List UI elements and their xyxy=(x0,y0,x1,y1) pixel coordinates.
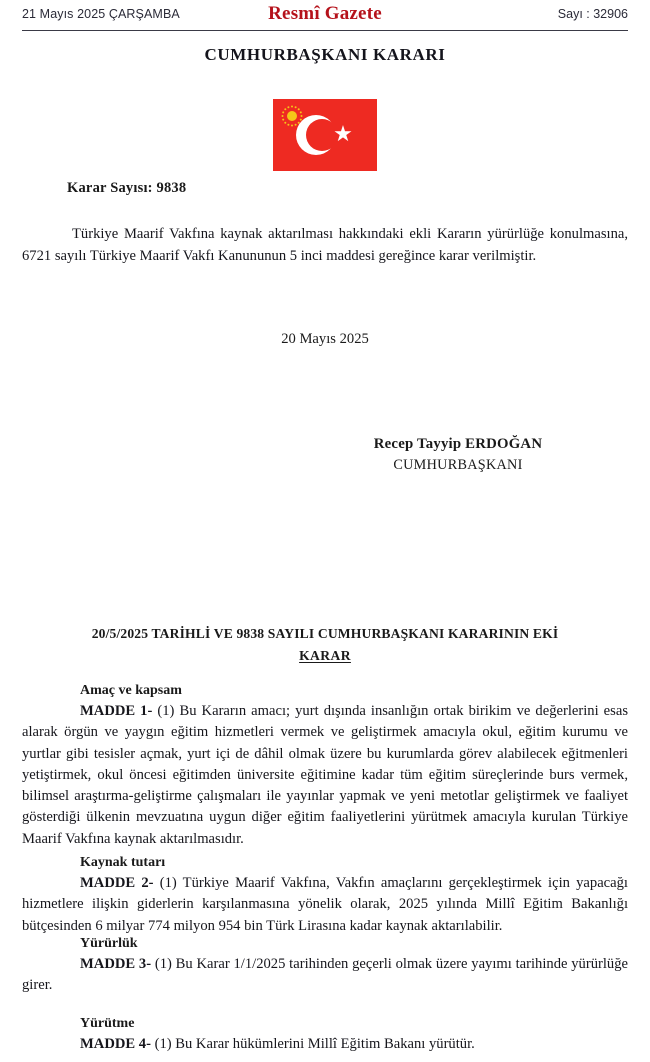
gazette-issue-number: Sayı : 32906 xyxy=(557,7,628,21)
signature-block xyxy=(328,434,588,476)
seal-ray xyxy=(295,124,297,126)
annex-subheading-text: KARAR xyxy=(299,648,351,663)
annex-subheading xyxy=(0,648,650,664)
article-2-title: Kaynak tutarı xyxy=(80,855,166,870)
article-3-text: (1) Bu Karar 1/1/2025 tarihinden geçerli olmak üzere yayımı tarihinde yürürlüğe girer. xyxy=(22,956,628,994)
seal-ray xyxy=(300,111,302,113)
article-3 xyxy=(22,934,628,997)
signatory-name: Recep Tayyip ERDOĞAN xyxy=(373,436,543,452)
star-icon: ★ xyxy=(333,122,353,147)
article-3-label: MADDE 3- xyxy=(80,956,152,972)
article-3-body xyxy=(22,954,628,997)
seal-ray xyxy=(282,119,284,121)
seal-core xyxy=(287,111,297,121)
article-4-body xyxy=(22,1034,628,1055)
article-1-text: (1) Bu Kararın amacı; yurt dışında insanlığın ortak birikim ve değerlerini esas alarak örgün ve yaygın eğitim hizmetleri vermek ve geliştirmek amacıyla okul, eğitim kurumu ve yurtlar gibi tesisler açmak, yurt içi de dâhil olmak üzere bu kurumlarda görev alabilecek eğitmenleri yetiştirmek, okul öncesi eğitimden üniversite eğitimine kadar tüm eğitim süreçlerinde burs vermek, bilimsel araştırma-geliştirme çalışmaları ile yayınlar yapmak ve yeni metotlar geliştirmek ve faaliyet gösterdiği ülkenin mevzuatına uygun diğer eğitim faaliyetlerini yürütmek amacıyla kurulan Türkiye Maarif Vakfına kaynak aktarılmasıdır. xyxy=(22,703,628,847)
article-2-body xyxy=(22,873,628,937)
article-4-text: (1) Bu Karar hükümlerini Millî Eğitim Bakanı yürütür. xyxy=(150,1036,475,1052)
masthead-divider xyxy=(22,30,628,31)
article-2-text: (1) Türkiye Maarif Vakfına, Vakfın amaçlarını gerçekleştirmek için yapacağı hizmetlere ilişkin giderlerin karşılanmasına yönelik olarak, 2025 yılında Millî Eğitim Bakanlığı bütçesinden 6 milyar 774 milyon 954 bin Türk Lirasına kadar kaynak aktarılabilir. xyxy=(22,875,628,934)
signatory-role: CUMHURBAŞKANI xyxy=(393,457,523,473)
article-1-body xyxy=(22,701,628,850)
article-1 xyxy=(22,681,628,850)
annex-heading: 20/5/2025 TARİHLİ VE 9838 SAYILI CUMHURBAŞKANI KARARININ EKİ xyxy=(91,626,559,641)
gazette-date: 21 Mayıs 2025 ÇARŞAMBA xyxy=(22,7,180,21)
article-4-title: Yürütme xyxy=(80,1016,135,1031)
decree-date: 20 Mayıs 2025 xyxy=(281,331,369,347)
seal-ray xyxy=(291,106,293,108)
seal-ray xyxy=(291,125,293,127)
article-3-title: Yürürlük xyxy=(80,936,138,951)
article-4-label: MADDE 4- xyxy=(80,1036,151,1052)
seal-ray xyxy=(301,115,303,117)
seal-ray xyxy=(282,111,284,113)
page-title: CUMHURBAŞKANI KARARI xyxy=(204,45,446,64)
article-1-title: Amaç ve kapsam xyxy=(80,683,182,698)
article-2 xyxy=(22,853,628,937)
seal-ray xyxy=(298,108,300,110)
seal-ray xyxy=(287,106,289,108)
article-4 xyxy=(22,1014,628,1055)
seal-ray xyxy=(295,106,297,108)
article-2-label: MADDE 2- xyxy=(80,875,154,891)
seal-ray xyxy=(284,108,286,110)
decision-number: Karar Sayısı: 9838 xyxy=(67,180,187,196)
seal-ray xyxy=(284,122,286,124)
seal-ray xyxy=(287,124,289,126)
seal-ray xyxy=(282,115,284,117)
turkish-flag-icon xyxy=(273,99,377,171)
decree-intro-paragraph: Türkiye Maarif Vakfına kaynak aktarılması hakkındaki ekli Kararın yürürlüğe konulmasına, 6721 sayılı Türkiye Maarif Vakfı Kanununun 5 inci maddesi gereğince karar verilmiştir. xyxy=(22,226,628,264)
article-1-label: MADDE 1- xyxy=(80,703,153,719)
masthead xyxy=(22,3,628,28)
gazette-title: Resmî Gazete xyxy=(268,3,382,24)
